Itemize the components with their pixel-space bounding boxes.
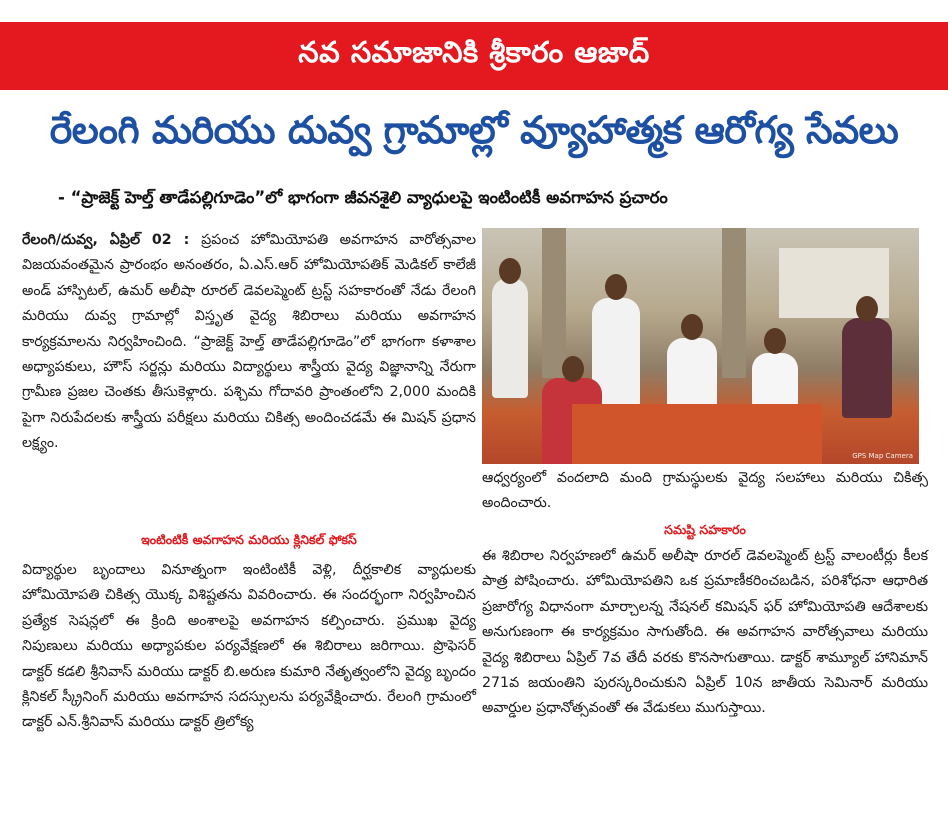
photo-doctor-1-head (681, 314, 703, 340)
photo-patient-head (562, 356, 584, 382)
photo-person-3-head (856, 296, 878, 322)
article-paragraph-3: ఆధ్వర్యంలో వందలాది మంది గ్రామస్థులకు వైద్య సలహాలు మరియు చికిత్స అందించారు. (482, 470, 928, 512)
article-dateline: రేలంగి/దువ్వ, ఏప్రిల్ 02 : (22, 232, 202, 248)
photo-person-3 (842, 318, 892, 418)
article-column-left-bottom (22, 558, 476, 736)
photo-person-1-head (499, 258, 521, 284)
article-column-right-b (482, 544, 928, 722)
section-heading-collaboration: సమష్టి సహకారం (664, 522, 746, 537)
article-paragraph-2: విద్యార్థుల బృందాలు వినూత్నంగా ఇంటింటికీ వెళ్లి, దీర్ఘకాలిక వ్యాధులకు హోమియోపతి చికిత్స యొక్క విశిష్టతను వివరించారు. ఈ సందర్భంగా నిర్వహించిన ప్రత్యేక సెషన్లలో ఈ క్రింది అంశాలపై అవగాహన కల్పించారు. ప్రముఖ వైద్య నిపుణులు మరియు అధ్యాపకుల పర్యవేక్షణలో ఈ శిబిరాలు జరిగాయి. ప్రొఫెసర్ డాక్టర్ కడలి శ్రీనివాస్ మరియు డాక్టర్ బి.అరుణ కుమారి నేతృత్వంలోని వైద్య బృందం క్లినికల్ స్క్రీనింగ్ మరియు అవగాహన సదస్సులను పర్యవేక్షించారు. రేలంగి గ్రామంలో డాక్టర్ ఎన్.శ్రీనివాస్ మరియు డాక్టర్ త్రిలోక్య (22, 562, 476, 731)
article-paragraph-1: ప్రపంచ హోమియోపతి అవగాహన వారోత్సవాల విజయవంతమైన ప్రారంభం అనంతరం, ఏ.ఎస్.ఆర్ హోమియోపతిక్ మెడికల్ కాలేజీ అండ్ హాస్పిటల్, ఉమర్ అలీషా రూరల్ డెవలప్మెంట్ ట్రస్ట్ సహకారంతో నేడు రేలంగి మరియు దువ్వ గ్రామాల్లో విస్తృత వైద్య శిబిరాలు మరియు అవగాహన కార్యక్రమాలను నిర్వహించింది. “ప్రాజెక్ట్ హెల్త్ తాడేపల్లిగూడెం”లో భాగంగా కళాశాల అధ్యాపకులు, హౌస్ సర్జన్లు మరియు విద్యార్థులు శాస్త్రీయ వైద్య విజ్ఞానాన్ని నేరుగా గ్రామీణ ప్రజల చెంతకు తీసుకెళ్లారు. పశ్చిమ గోదావరి ప్రాంతంలోని 2,000 మందికి పైగా నిరుపేదలకు శాస్త్రీయ పరీక్షలు మరియు చికిత్స అందించడమే ఈ మిషన్ ప్రధాన లక్ష్యం. (22, 232, 476, 452)
photo-person-2-head (605, 274, 627, 300)
banner-slogan: నవ సమాజానికి శ్రీకారం ఆజాద్ (298, 35, 650, 69)
photo-watermark: GPS Map Camera (852, 452, 913, 460)
photo-pillar-left (542, 228, 566, 378)
section-heading-clinical-focus: ఇంటింటికీ అవగాహన మరియు క్లినికల్ ఫోకస్ (141, 532, 357, 547)
photo-table-cloth (572, 404, 822, 464)
medical-camp-photo (482, 228, 919, 464)
article-paragraph-4: ఈ శిబిరాల నిర్వహణలో ఉమర్ అలీషా రూరల్ డెవలప్మెంట్ ట్రస్ట్ వాలంటీర్లు కీలక పాత్ర పోషించారు. హోమియోపతిని ఒక ప్రమాణీకరించబడిన, పరిశోధనా ఆధారిత ప్రజారోగ్య విధానంగా మార్చాలన్న నేషనల్ కమిషన్ ఫర్ హోమియోపతి ఆదేశాలకు అనుగుణంగా ఈ కార్యక్రమం సాగుతోంది. ఈ అవగాహన వారోత్సవాలు మరియు వైద్య శిబిరాలు ఏప్రిల్ 7వ తేదీ వరకు కొనసాగుతాయి. డాక్టర్ శామ్యూల్ హానిమాన్ 271వ జయంతిని పురస్కరించుకుని ఏప్రిల్ 10న జాతీయ సెమినార్ మరియు అవార్డుల ప్రధానోత్సవంతో ఈ వేడుకలు ముగుస్తాయి. (482, 548, 928, 717)
photo-person-1 (492, 278, 528, 398)
top-banner (0, 22, 948, 90)
article-headline: రేలంగి మరియు దువ్వ గ్రామాల్లో వ్యూహాత్మక ఆరోగ్య సేవలు (49, 108, 899, 152)
photo-doctor-2-head (764, 328, 786, 354)
article-subheadline: - “ప్రాజెక్ట్ హెల్త్ తాడేపల్లిగూడెం”లో భాగంగా జీవనశైలి వ్యాధులపై ఇంటింటికీ అవగాహన ప్రచారం (58, 188, 668, 207)
photo-pillar-right (722, 228, 746, 378)
article-column-left-top (22, 228, 476, 457)
article-column-right-a (482, 466, 928, 517)
